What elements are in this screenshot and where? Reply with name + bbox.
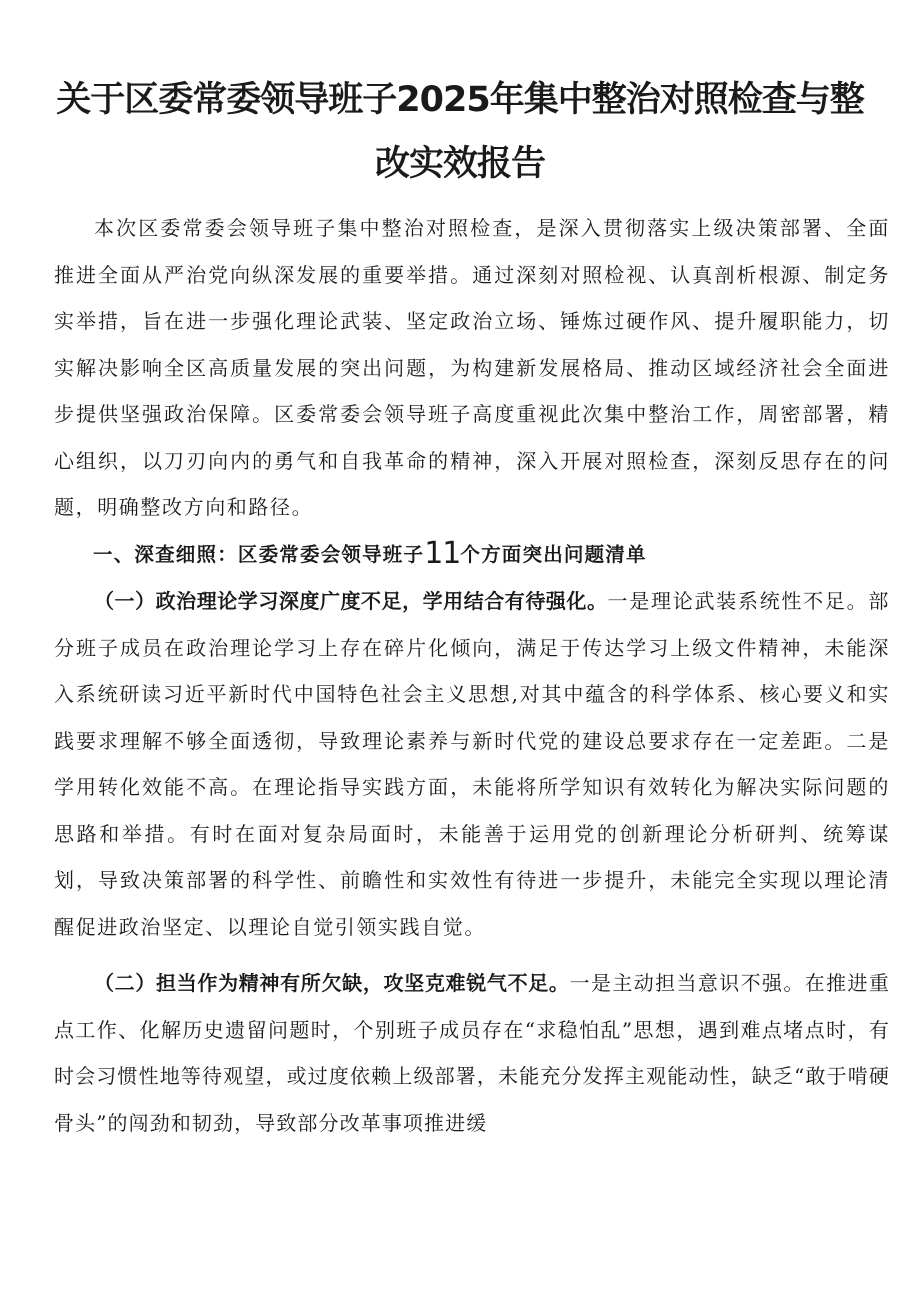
item-paragraph-1 (54, 578, 890, 950)
item-text-1: 一是理论武装系统性不足。部分班子成员在政治理论学习上存在碎片化倾向，满足于传达学习上级文件精神，未能深入系统研读习近平新时代中国特色社会主义思想,对其中蕴含的科学体系、核心要义和实践要求理解不够全面透彻，导致理论素养与新时代党的建设总要求存在一定差距。二是学用转化效能不高。在理论指导实践方面，未能将所学知识有效转化为解决实际问题的思路和举措。有时在面对复杂局面时，未能善于运用党的创新理论分析研判、统筹谋划，导致决策部署的科学性、前瞻性和实效性有待进一步提升，未能完全实现以理论清醒促进政治坚定、以理论自觉引领实践自觉。 (54, 589, 890, 939)
item-lead-2: （二）担当作为精神有所欠缺，攻坚克难锐气不足。 (94, 971, 570, 995)
section-heading-prefix: 一、深查细照：区委常委会领导班子 (93, 542, 425, 566)
title-line-2: 改实效报告 (374, 144, 545, 184)
document-title (0, 68, 920, 196)
section-heading-suffix: 个方面突出问题清单 (460, 542, 647, 566)
item-lead-1: （一）政治理论学习深度广度不足，学用结合有待强化。 (94, 589, 608, 613)
title-line-1: 关于区委常委领导班子2025年集中整治对照检查与整 (56, 80, 864, 120)
item-text-2: 一是主动担当意识不强。在推进重点工作、化解历史遗留问题时，个别班子成员存在“求稳怕乱”思想，遇到难点堵点时，有时会习惯性地等待观望，或过度依赖上级部署，未能充分发挥主观能动性，缺乏“敢于啃硬骨头”的闯劲和韧劲，导致部分改革事项推进缓 (54, 971, 891, 1135)
document-body (54, 205, 890, 1146)
intro-paragraph: 本次区委常委会领导班子集中整治对照检查，是深入贯彻落实上级决策部署、全面推进全面从严治党向纵深发展的重要举措。通过深刻对照检视、认真剖析根源、制定务实举措，旨在进一步强化理论武装、坚定政治立场、锤炼过硬作风、提升履职能力，切实解决影响全区高质量发展的突出问题，为构建新发展格局、推动区域经济社会全面进步提供坚强政治保障。区委常委会领导班子高度重视此次集中整治工作，周密部署，精心组织，以刀刃向内的勇气和自我革命的精神，深入开展对照检查，深刻反思存在的问题，明确整改方向和路径。 (54, 216, 890, 519)
paragraph-spacer (54, 950, 890, 960)
section-heading-number: 11 (424, 535, 461, 571)
section-heading-1 (54, 531, 890, 579)
item-paragraph-2 (54, 960, 890, 1146)
